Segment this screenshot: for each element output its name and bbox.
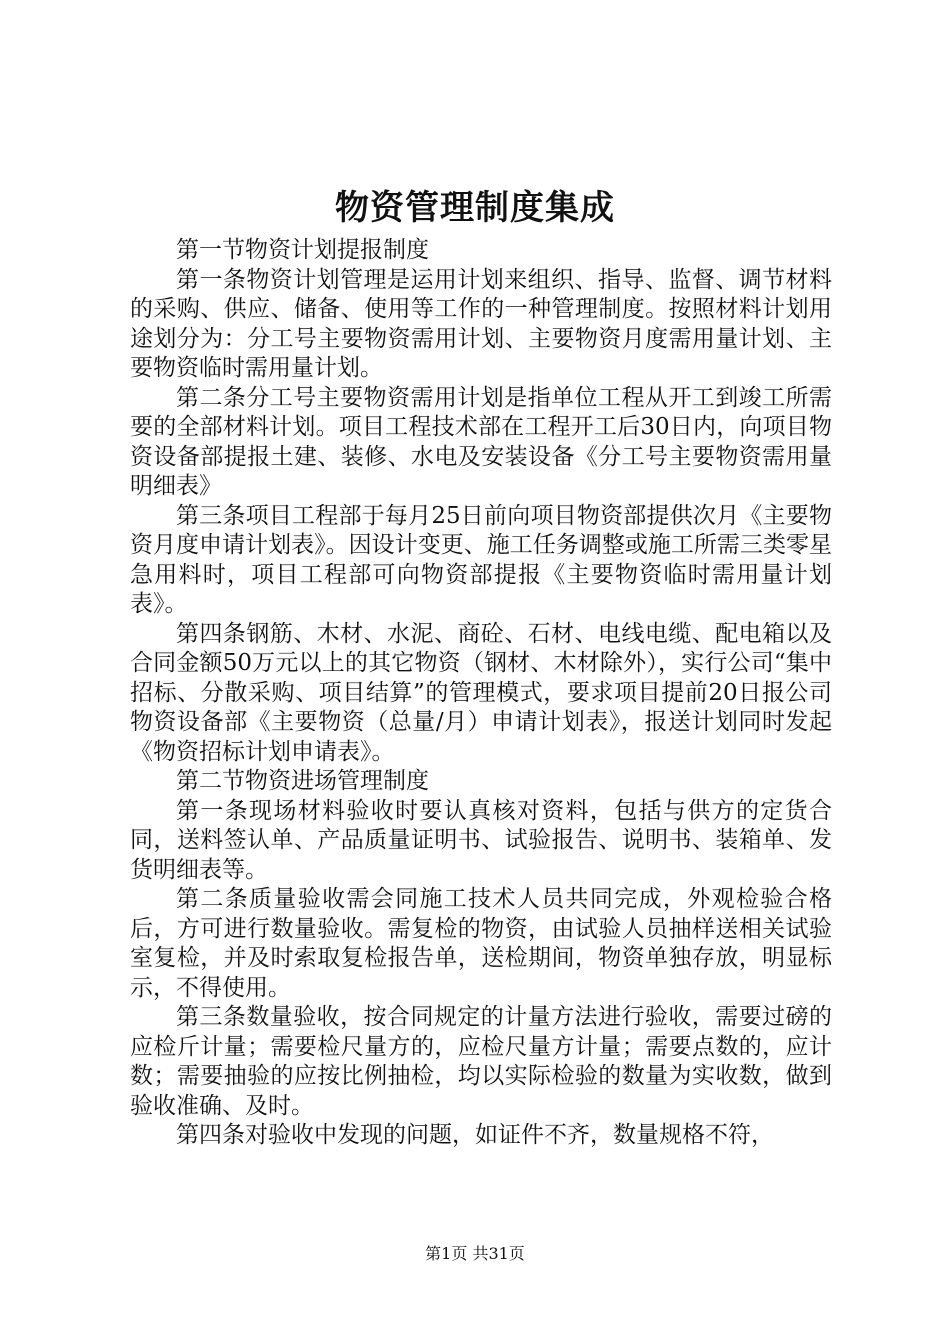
paragraph: 第二条分工号主要物资需用计划是指单位工程从开工到竣工所需要的全部材料计划。项目工程技术部在工程开工后30日内，向项目物资设备部提报土建、装修、水电及安装设备《分工号主要物资需用量明细表》 bbox=[130, 384, 832, 499]
paragraph: 第三条项目工程部于每月25日前向项目物资部提供次月《主要物资月度申请计划表》。因设计变更、施工任务调整或施工所需三类零星急用料时，项目工程部可向物资部提报《主要物资临时需用量计划表》。 bbox=[130, 502, 832, 617]
paragraph: 第一条物资计划管理是运用计划来组织、指导、监督、调节材料的采购、供应、储备、使用等工作的一种管理制度。按照材料计划用途划分为：分工号主要物资需用计划、主要物资月度需用量计划、主要物资临时需用量计划。 bbox=[130, 266, 832, 381]
page-title: 物资管理制度集成 bbox=[335, 188, 615, 228]
paragraph: 第三条数量验收，按合同规定的计量方法进行验收，需要过磅的应检斤计量；需要检尺量方的，应检尺量方计量；需要点数的，应计数；需要抽验的应按比例抽检，均以实际检验的数量为实收数，做到验收准确、及时。 bbox=[130, 1004, 832, 1119]
paragraph: 第一条现场材料验收时要认真核对资料，包括与供方的定货合同，送料签认单、产品质量证明书、试验报告、说明书、装箱单、发货明细表等。 bbox=[130, 797, 832, 883]
page-footer: 第1页 共31页 bbox=[425, 1244, 525, 1263]
document-body bbox=[130, 236, 832, 1151]
section-heading: 第一节物资计划提报制度 bbox=[176, 237, 429, 263]
paragraph: 第四条钢筋、木材、水泥、商砼、石材、电线电缆、配电箱以及合同金额50万元以上的其它物资（钢材、木材除外），实行公司“集中招标、分散采购、项目结算”的管理模式，要求项目提前20日报公司物资设备部《主要物资（总量/月）申请计划表》，报送计划同时发起《物资招标计划申请表》。 bbox=[130, 620, 832, 765]
section-heading: 第二节物资进场管理制度 bbox=[176, 768, 429, 794]
paragraph: 第二条质量验收需会同施工技术人员共同完成，外观检验合格后，方可进行数量验收。需复检的物资，由试验人员抽样送相关试验室复检，并及时索取复检报告单，送检期间，物资单独存放，明显标示，不得使用。 bbox=[130, 886, 832, 1001]
paragraph: 第四条对验收中发现的问题，如证件不齐，数量规格不符， bbox=[176, 1122, 774, 1148]
